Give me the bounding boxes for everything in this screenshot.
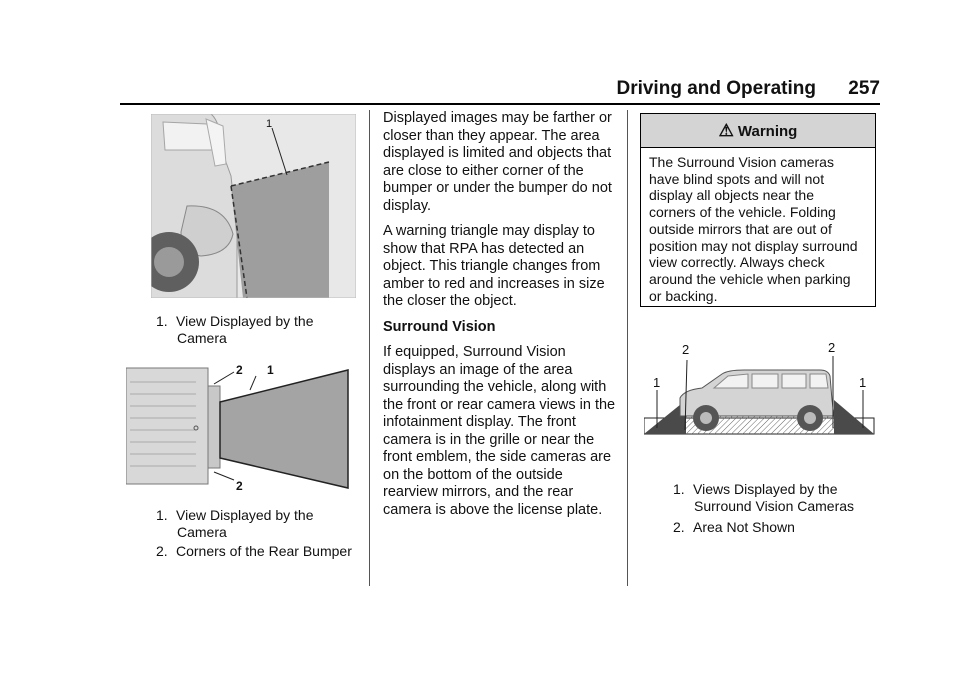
page-number: 257 [848, 78, 880, 99]
header-rule [120, 103, 880, 105]
caption-text-cont: Camera [177, 524, 227, 540]
text-line: displayed is limited and objects that [383, 145, 612, 161]
text-line: surrounding the vehicle, along with [383, 379, 607, 395]
column-divider-left [369, 110, 370, 586]
section-heading: Surround Vision [383, 318, 496, 335]
warning-triangle-icon: ⚠ [718, 121, 734, 140]
body-text-column [383, 110, 623, 519]
text-line: view correctly. Always check [649, 254, 825, 271]
fig2-callout-2-top: 2 [236, 363, 243, 377]
caption-text-cont: Camera [177, 330, 227, 346]
text-line: on the bottom of the outside [383, 466, 563, 483]
fig2-captions [156, 507, 366, 560]
rear-camera-view-figure [151, 114, 356, 298]
text-line: display all objects near the [649, 187, 814, 204]
text-line: infotainment display. The front [383, 414, 576, 430]
text-line: position may not display surround [649, 237, 858, 254]
paragraph-1 [383, 110, 623, 215]
surround-vision-figure [644, 340, 876, 436]
column-divider-right [627, 110, 628, 586]
text-line: If equipped, Surround Vision [383, 344, 566, 360]
text-line: around the vehicle when parking [649, 270, 851, 287]
fig3-callout-2-right: 2 [828, 340, 836, 355]
text-line: A warning triangle may display to [383, 223, 595, 239]
section-title: Driving and Operating [616, 78, 816, 99]
fig3-callout-1-left: 1 [653, 375, 661, 390]
fig3-callout-1-right: 1 [859, 375, 867, 390]
warning-text [649, 154, 871, 304]
text-line: rearview mirrors, and the rear [383, 484, 574, 500]
text-line: show that RPA has detected an [383, 240, 585, 257]
paragraph-3 [383, 344, 623, 519]
caption-number: 1. [156, 313, 168, 329]
text-line: are close to either corner of the [383, 162, 584, 179]
caption-text: View Displayed by the [176, 507, 314, 523]
warning-header [641, 114, 875, 148]
caption-number: 2. [673, 519, 685, 535]
caption-number: 1. [673, 481, 685, 497]
text-line: Displayed images may be farther or [383, 110, 612, 126]
fig2-callout-1: 1 [267, 363, 274, 377]
caption-text: Corners of the Rear Bumper [176, 543, 352, 559]
text-line: camera is in the grille or near the [383, 431, 595, 448]
text-line: camera is above the license plate. [383, 501, 603, 518]
fig1-callout-1: 1 [266, 118, 273, 130]
caption-number: 2. [156, 543, 168, 559]
text-line: The Surround Vision cameras [649, 154, 834, 170]
fig3-callout-2-left: 2 [682, 342, 690, 357]
text-line: display. [383, 197, 432, 214]
fig2-callout-2-bottom: 2 [236, 479, 243, 490]
text-line: bumper or under the bumper do not [383, 180, 612, 196]
warning-title: Warning [737, 123, 798, 140]
text-line: or backing. [649, 287, 718, 304]
caption-text-cont: Surround Vision Cameras [694, 498, 855, 514]
text-line: corners of the vehicle. Folding [649, 204, 836, 221]
caption-text: View Displayed by the [176, 313, 314, 329]
text-line: object. This triangle changes from [383, 258, 601, 274]
text-line: the front or rear camera views in the [383, 396, 616, 413]
text-line: amber to red and increases in size [383, 275, 605, 292]
text-line: displays an image of the area [383, 361, 573, 378]
fig3-captions [673, 481, 873, 536]
text-line: outside mirrors that are out of [649, 220, 832, 237]
text-line: front emblem, the side cameras are [383, 449, 612, 465]
text-line: have blind spots and will not [649, 170, 825, 187]
fig1-caption [156, 313, 356, 347]
text-line: the closer the object. [383, 293, 517, 309]
text-line: closer than they appear. The area [383, 127, 600, 144]
caption-number: 1. [156, 507, 168, 523]
caption-text: Views Displayed by the [693, 481, 838, 497]
warning-box [640, 113, 876, 307]
rear-bumper-top-view-figure [126, 362, 352, 490]
paragraph-2 [383, 223, 623, 311]
caption-text: Area Not Shown [693, 519, 795, 535]
